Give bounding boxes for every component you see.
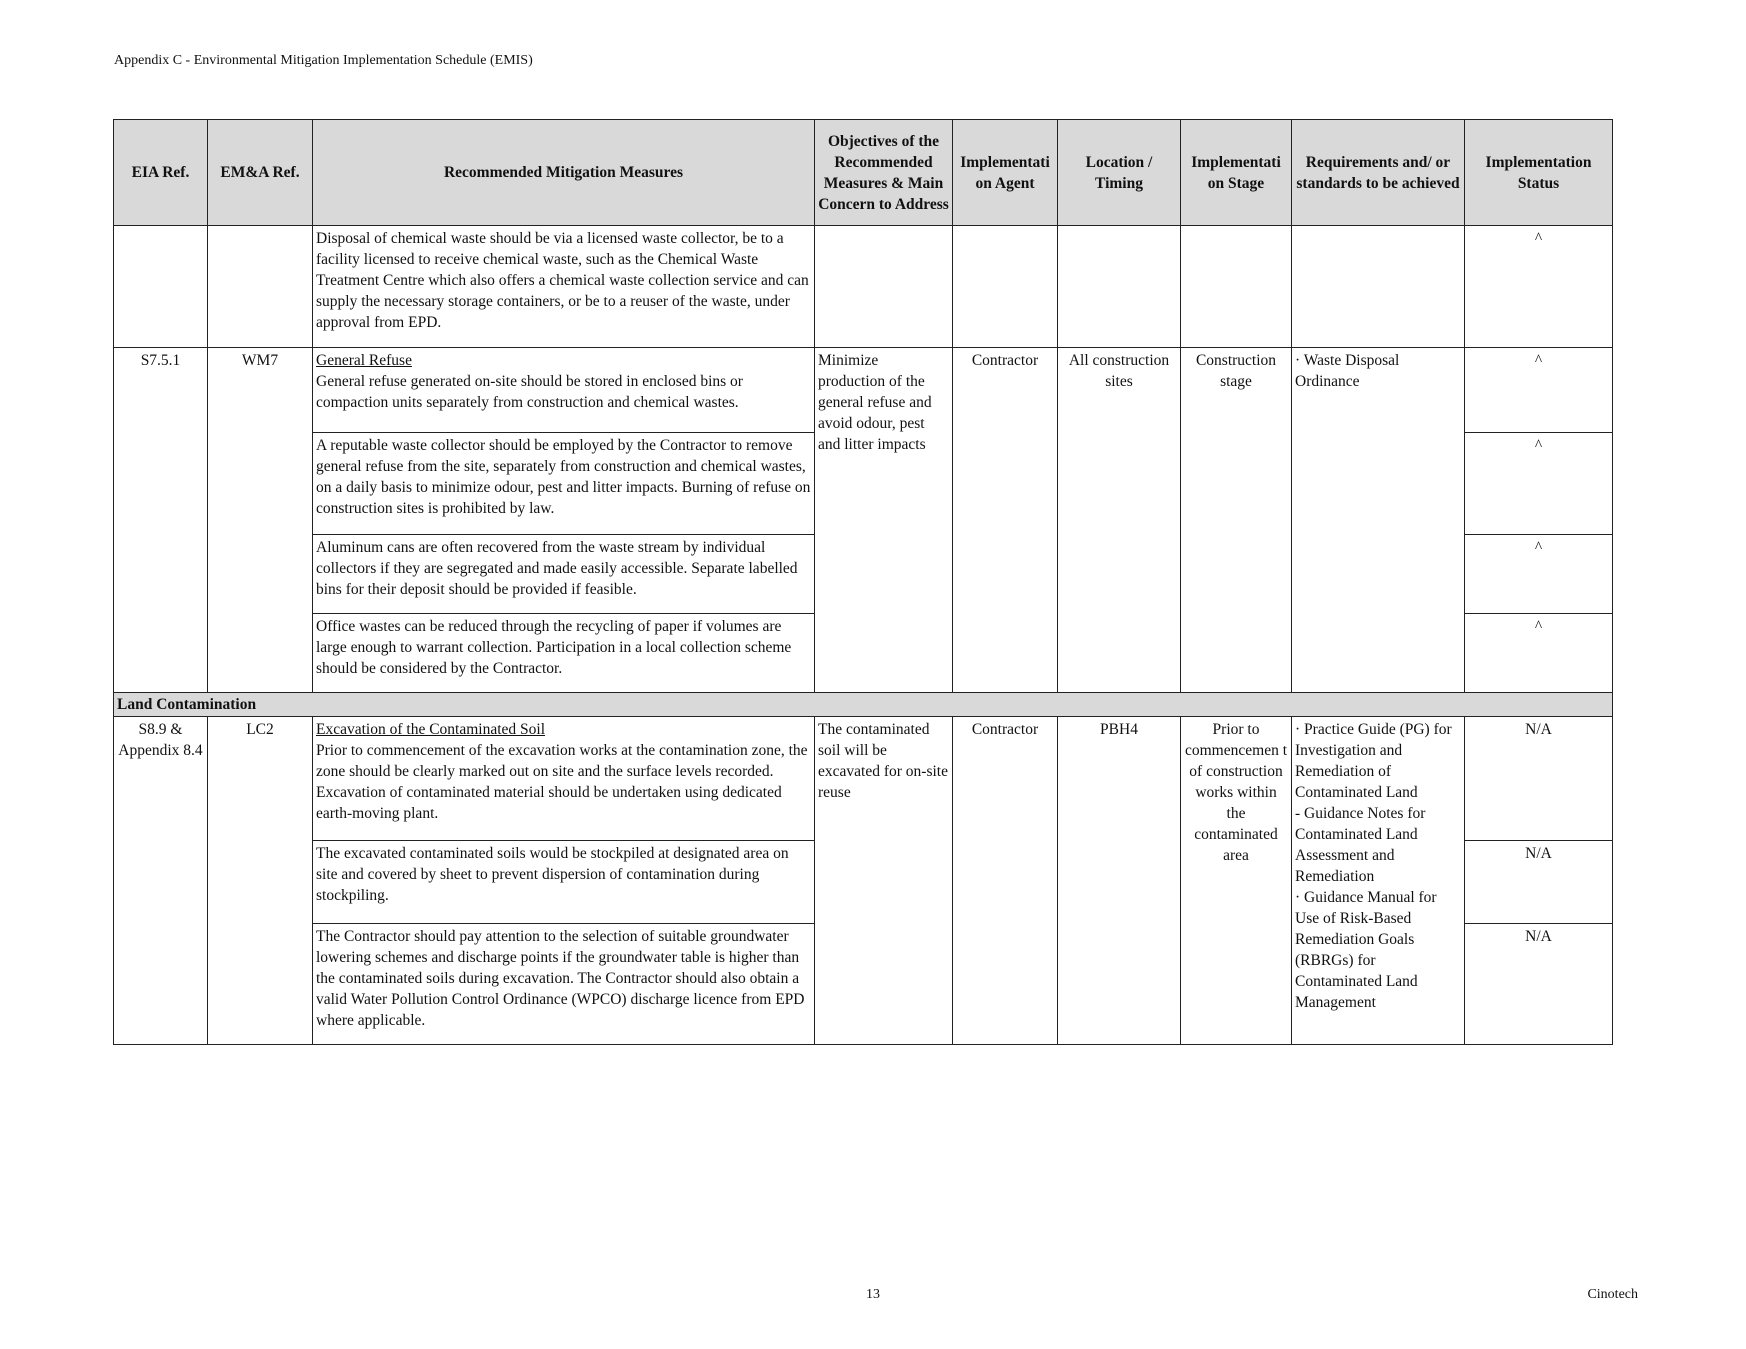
eia-ref-cell: S7.5.1: [114, 348, 208, 693]
status-cell: N/A: [1465, 841, 1613, 924]
header-measures: Recommended Mitigation Measures: [313, 120, 815, 226]
status-cell: ^: [1465, 535, 1613, 614]
measure-cell: [313, 717, 815, 841]
measure-cell: Disposal of chemical waste should be via a licensed waste collector, be to a facility licensed to receive chemical waste, such as the Chemical Waste Treatment Centre which also offers a chemical waste collection service and can supply the necessary storage containers, or be to a reuser of the waste, under approval from EPD.: [313, 226, 815, 348]
measure-title: Excavation of the Contaminated Soil: [316, 721, 546, 738]
table-row: [114, 717, 1613, 841]
section-title: Land Contamination: [114, 693, 1613, 717]
header-eia-ref: EIA Ref.: [114, 120, 208, 226]
status-cell: ^: [1465, 433, 1613, 535]
agent-cell: Contractor: [953, 717, 1058, 1045]
requirements-cell: [1292, 717, 1465, 1045]
table-header-row: [114, 120, 1613, 226]
status-cell: ^: [1465, 614, 1613, 693]
status-cell: ^: [1465, 348, 1613, 433]
ema-ref-cell: LC2: [208, 717, 313, 1045]
header-status: Implementation Status: [1465, 120, 1613, 226]
measure-text: General refuse generated on-site should be stored in enclosed bins or compaction units separately from construction and chemical wastes.: [316, 373, 743, 411]
requirements-text: · Practice Guide (PG) for Investigation and Remediation of Contaminated Land - Guidance Notes for Contaminated Land Assessment and Remediation · Guidance Manual for Use of Risk-Based Remediation Goals (RBRGs) for Contaminated Land Management: [1295, 721, 1452, 1011]
status-cell: N/A: [1465, 924, 1613, 1045]
requirements-cell: · Waste Disposal Ordinance: [1292, 348, 1465, 693]
eia-ref-cell: S8.9 & Appendix 8.4: [114, 717, 208, 1045]
agent-cell: Contractor: [953, 348, 1058, 693]
location-cell: All construction sites: [1058, 348, 1181, 693]
objectives-cell: Minimize production of the general refuse and avoid odour, pest and litter impacts: [815, 348, 953, 693]
eia-ref-cell: [114, 226, 208, 348]
header-objectives: Objectives of the Recommended Measures & Main Concern to Address: [815, 120, 953, 226]
header-location: Location / Timing: [1058, 120, 1181, 226]
stage-cell: Construction stage: [1181, 348, 1292, 693]
agent-cell: [953, 226, 1058, 348]
objectives-cell: [815, 226, 953, 348]
table-row: [114, 348, 1613, 433]
table-row: [114, 226, 1613, 348]
measure-cell: [313, 348, 815, 433]
measure-cell: Aluminum cans are often recovered from the waste stream by individual collectors if they are segregated and made easily accessible. Separate labelled bins for their deposit should be provided if feasible.: [313, 535, 815, 614]
measure-cell: A reputable waste collector should be employed by the Contractor to remove general refuse from the site, separately from construction and chemical wastes, on a daily basis to minimize odour, pest and litter impacts. Burning of refuse on construction sites is prohibited by law.: [313, 433, 815, 535]
measure-title: General Refuse: [316, 352, 412, 369]
footer-company: Cinotech: [1587, 1287, 1638, 1302]
section-row: [114, 693, 1613, 717]
ema-ref-cell: WM7: [208, 348, 313, 693]
header-agent: Implementati on Agent: [953, 120, 1058, 226]
measure-cell: Office wastes can be reduced through the recycling of paper if volumes are large enough to warrant collection. Participation in a local collection scheme should be considered by the Contractor.: [313, 614, 815, 693]
measure-cell: The Contractor should pay attention to the selection of suitable groundwater lowering schemes and discharge points if the groundwater table is higher than the contaminated soils during excavation. The Contractor should also obtain a valid Water Pollution Control Ordinance (WPCO) discharge licence from EPD where applicable.: [313, 924, 815, 1045]
header-requirements: Requirements and/ or standards to be achieved: [1292, 120, 1465, 226]
measure-text: Prior to commencement of the excavation works at the contamination zone, the zone should be clearly marked out on site and the surface levels recorded. Excavation of contaminated material should be undertaken using dedicated earth-moving plant.: [316, 742, 808, 822]
page-header: Appendix C - Environmental Mitigation Implementation Schedule (EMIS): [114, 53, 533, 68]
ema-ref-cell: [208, 226, 313, 348]
measure-cell: The excavated contaminated soils would be stockpiled at designated area on site and covered by sheet to prevent dispersion of contamination during stockpiling.: [313, 841, 815, 924]
location-cell: PBH4: [1058, 717, 1181, 1045]
objectives-cell: The contaminated soil will be excavated for on-site reuse: [815, 717, 953, 1045]
emis-table: [113, 119, 1613, 1045]
status-cell: N/A: [1465, 717, 1613, 841]
stage-cell: Prior to commencemen t of construction works within the contaminated area: [1181, 717, 1292, 1045]
stage-cell: [1181, 226, 1292, 348]
page-number: 13: [866, 1287, 880, 1302]
header-ema-ref: EM&A Ref.: [208, 120, 313, 226]
status-cell: ^: [1465, 226, 1613, 348]
requirements-cell: [1292, 226, 1465, 348]
header-stage: Implementati on Stage: [1181, 120, 1292, 226]
location-cell: [1058, 226, 1181, 348]
